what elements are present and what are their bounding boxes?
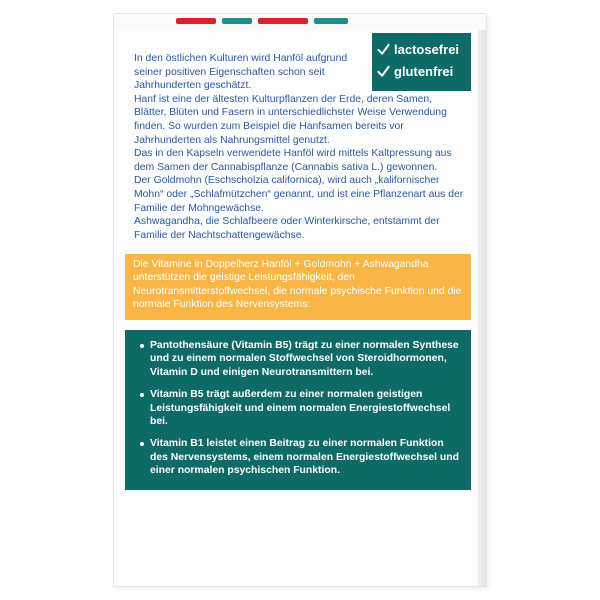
free-from-badge <box>372 33 471 91</box>
badge-label: glutenfrei <box>394 64 454 79</box>
bullet-icon <box>140 442 144 446</box>
badge-item-lactose <box>377 42 459 57</box>
intro-paragraph: Der Goldmohn (Eschscholzia californica), wird auch „kalifornischer Mohn“ oder „Schlafmützchen“ genannt, und ist eine Pflanzenart aus der Familie der Mohngewächse. <box>134 175 464 214</box>
claim-text: Vitamin B1 leistet einen Beitrag zu einer normalen Funktion des Nervensystems, einem normalen Energiestoffwechsel und einer normalen psychischen Funktion. <box>150 438 459 477</box>
badge-item-gluten <box>377 64 453 79</box>
bullet-icon <box>140 393 144 397</box>
health-claims-box <box>125 330 471 490</box>
claim-text: Vitamin B5 trägt außerdem zu einer normalen geistigen Leistungsfähigkeit und einem normalen Energiestoffwechsel bei. <box>150 389 451 428</box>
claim-text: Pantothensäure (Vitamin B5) trägt zu einer normalen Synthese und zu einem normalen Stoffwechsel von Steroidhormonen, Vitamin D und einigen Neurotransmittern bei. <box>150 340 459 378</box>
bullet-icon <box>140 344 144 348</box>
checkmark-icon <box>377 43 390 56</box>
intro-paragraph: Ashwagandha, die Schlafbeere oder Winterkirsche, entstammt der Familie der Nachtschattengewächse. <box>134 216 440 241</box>
claim-item <box>135 388 461 428</box>
badge-label: lactosefrei <box>394 42 460 57</box>
package-top-flap <box>114 14 486 30</box>
checkmark-icon <box>377 65 390 78</box>
brand-logo-fragment <box>176 18 356 24</box>
intro-paragraph: Hanf ist eine der ältesten Kulturpflanzen der Erde, deren Samen, Blätter, Blüten und Fasern in unterschiedlichster Weise Verwendung finden. So wurden zum Beispiel die Hanfsamen bereits vor Jahrhunderten als Nahrungsmittel genutzt. <box>134 93 447 146</box>
intro-paragraph: Das in den Kapseln verwendete Hanföl wird mittels Kaltpressung aus dem Samen der Cannabispflanze (Cannabis sativa L.) gewonnen. <box>134 148 452 173</box>
vitamin-summary-text: Die Vitamine in Doppelherz Hanföl + Goldmohn + Ashwagandha unterstützen die geistige Leistungsfähigkeit, den Neurotransmitterstoffwechsel, die normale psychische Funktion und die normale Funktion des Nervensystems: <box>133 259 462 311</box>
vitamin-summary-box <box>125 254 471 320</box>
package-side-edge <box>478 14 486 586</box>
claim-item <box>135 339 461 379</box>
health-claims-list <box>135 339 461 478</box>
intro-paragraph: In den östlichen Kulturen wird Hanföl aufgrund seiner positiven Eigenschaften schon seit Jahrhunderten geschätzt. <box>134 53 348 92</box>
claim-item <box>135 437 461 477</box>
